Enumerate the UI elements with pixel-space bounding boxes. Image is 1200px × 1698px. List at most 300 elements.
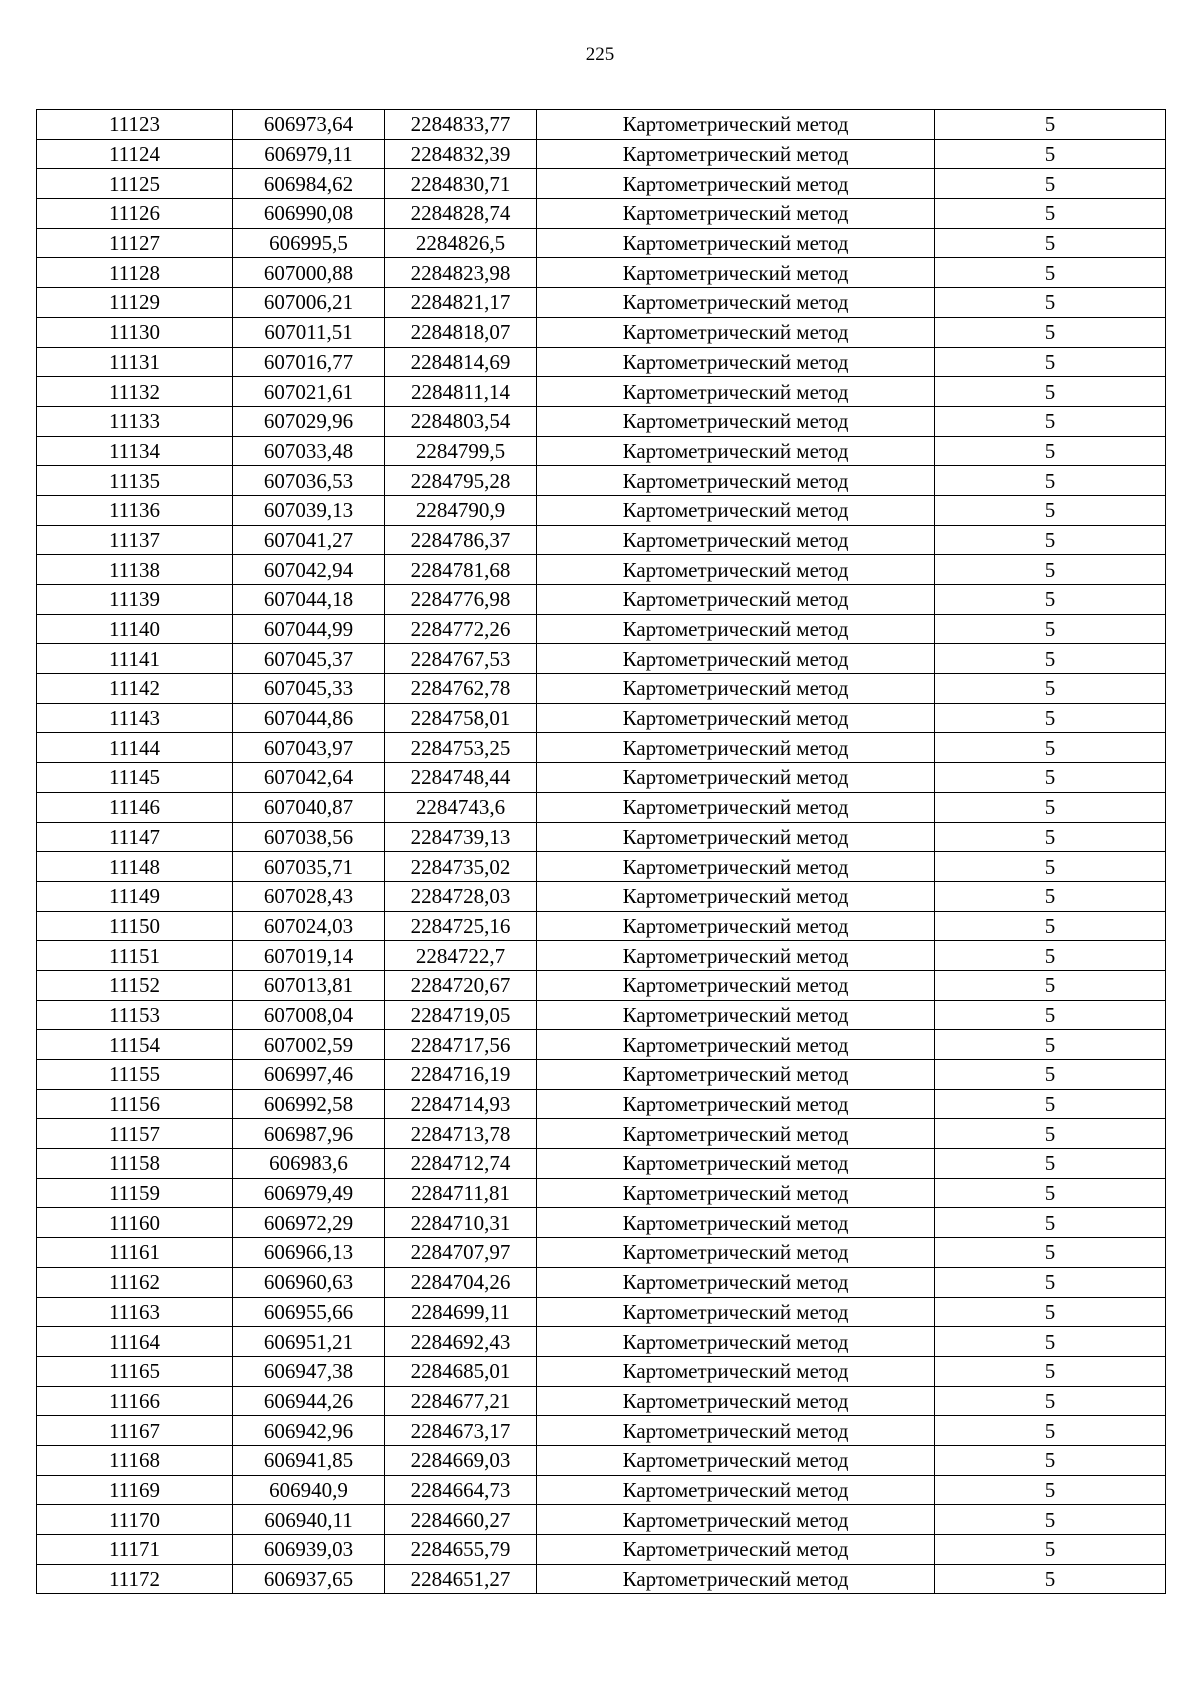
method-cell: Картометрический метод <box>537 139 935 169</box>
x-coordinate-cell: 607016,77 <box>233 347 385 377</box>
y-coordinate-cell: 2284786,37 <box>385 525 537 555</box>
point-number-cell: 11170 <box>37 1505 233 1535</box>
method-cell: Картометрический метод <box>537 288 935 318</box>
table-row <box>37 1208 1166 1238</box>
method-cell: Картометрический метод <box>537 317 935 347</box>
method-cell: Картометрический метод <box>537 911 935 941</box>
point-number-cell: 11160 <box>37 1208 233 1238</box>
x-coordinate-cell: 607028,43 <box>233 881 385 911</box>
y-coordinate-cell: 2284818,07 <box>385 317 537 347</box>
table-row <box>37 555 1166 585</box>
point-number-cell: 11155 <box>37 1060 233 1090</box>
accuracy-cell: 5 <box>935 1297 1166 1327</box>
accuracy-cell: 5 <box>935 347 1166 377</box>
table-row <box>37 377 1166 407</box>
accuracy-cell: 5 <box>935 555 1166 585</box>
accuracy-cell: 5 <box>935 1445 1166 1475</box>
y-coordinate-cell: 2284692,43 <box>385 1327 537 1357</box>
method-cell: Картометрический метод <box>537 347 935 377</box>
y-coordinate-cell: 2284669,03 <box>385 1445 537 1475</box>
point-number-cell: 11162 <box>37 1267 233 1297</box>
x-coordinate-cell: 607040,87 <box>233 792 385 822</box>
x-coordinate-cell: 606947,38 <box>233 1356 385 1386</box>
y-coordinate-cell: 2284728,03 <box>385 881 537 911</box>
x-coordinate-cell: 606973,64 <box>233 110 385 140</box>
y-coordinate-cell: 2284758,01 <box>385 703 537 733</box>
y-coordinate-cell: 2284651,27 <box>385 1564 537 1594</box>
point-number-cell: 11132 <box>37 377 233 407</box>
method-cell: Картометрический метод <box>537 792 935 822</box>
table-row <box>37 1386 1166 1416</box>
method-cell: Картометрический метод <box>537 1060 935 1090</box>
x-coordinate-cell: 607039,13 <box>233 495 385 525</box>
accuracy-cell: 5 <box>935 525 1166 555</box>
point-number-cell: 11153 <box>37 1000 233 1030</box>
point-number-cell: 11146 <box>37 792 233 822</box>
accuracy-cell: 5 <box>935 970 1166 1000</box>
method-cell: Картометрический метод <box>537 970 935 1000</box>
method-cell: Картометрический метод <box>537 852 935 882</box>
x-coordinate-cell: 606992,58 <box>233 1089 385 1119</box>
y-coordinate-cell: 2284660,27 <box>385 1505 537 1535</box>
accuracy-cell: 5 <box>935 1178 1166 1208</box>
y-coordinate-cell: 2284799,5 <box>385 436 537 466</box>
method-cell: Картометрический метод <box>537 169 935 199</box>
point-number-cell: 11157 <box>37 1119 233 1149</box>
point-number-cell: 11135 <box>37 466 233 496</box>
x-coordinate-cell: 607024,03 <box>233 911 385 941</box>
y-coordinate-cell: 2284704,26 <box>385 1267 537 1297</box>
method-cell: Картометрический метод <box>537 1297 935 1327</box>
y-coordinate-cell: 2284714,93 <box>385 1089 537 1119</box>
coordinates-table <box>36 109 1166 1594</box>
method-cell: Картометрический метод <box>537 822 935 852</box>
method-cell: Картометрический метод <box>537 1505 935 1535</box>
point-number-cell: 11165 <box>37 1356 233 1386</box>
y-coordinate-cell: 2284832,39 <box>385 139 537 169</box>
method-cell: Картометрический метод <box>537 228 935 258</box>
point-number-cell: 11125 <box>37 169 233 199</box>
method-cell: Картометрический метод <box>537 258 935 288</box>
table-row <box>37 1445 1166 1475</box>
y-coordinate-cell: 2284699,11 <box>385 1297 537 1327</box>
table-row <box>37 139 1166 169</box>
y-coordinate-cell: 2284716,19 <box>385 1060 537 1090</box>
point-number-cell: 11136 <box>37 495 233 525</box>
y-coordinate-cell: 2284772,26 <box>385 614 537 644</box>
accuracy-cell: 5 <box>935 911 1166 941</box>
point-number-cell: 11163 <box>37 1297 233 1327</box>
x-coordinate-cell: 606987,96 <box>233 1119 385 1149</box>
table-row <box>37 763 1166 793</box>
point-number-cell: 11143 <box>37 703 233 733</box>
accuracy-cell: 5 <box>935 317 1166 347</box>
y-coordinate-cell: 2284767,53 <box>385 644 537 674</box>
x-coordinate-cell: 607042,64 <box>233 763 385 793</box>
method-cell: Картометрический метод <box>537 1089 935 1119</box>
accuracy-cell: 5 <box>935 822 1166 852</box>
accuracy-cell: 5 <box>935 941 1166 971</box>
point-number-cell: 11148 <box>37 852 233 882</box>
y-coordinate-cell: 2284673,17 <box>385 1416 537 1446</box>
x-coordinate-cell: 606984,62 <box>233 169 385 199</box>
accuracy-cell: 5 <box>935 1030 1166 1060</box>
accuracy-cell: 5 <box>935 1238 1166 1268</box>
method-cell: Картометрический метод <box>537 110 935 140</box>
accuracy-cell: 5 <box>935 110 1166 140</box>
method-cell: Картометрический метод <box>537 1030 935 1060</box>
point-number-cell: 11158 <box>37 1149 233 1179</box>
y-coordinate-cell: 2284753,25 <box>385 733 537 763</box>
method-cell: Картометрический метод <box>537 763 935 793</box>
y-coordinate-cell: 2284803,54 <box>385 406 537 436</box>
point-number-cell: 11124 <box>37 139 233 169</box>
table-row <box>37 1030 1166 1060</box>
x-coordinate-cell: 606944,26 <box>233 1386 385 1416</box>
y-coordinate-cell: 2284713,78 <box>385 1119 537 1149</box>
method-cell: Картометрический метод <box>537 1564 935 1594</box>
table-row <box>37 1475 1166 1505</box>
accuracy-cell: 5 <box>935 763 1166 793</box>
x-coordinate-cell: 607044,18 <box>233 585 385 615</box>
accuracy-cell: 5 <box>935 139 1166 169</box>
table-row <box>37 852 1166 882</box>
method-cell: Картометрический метод <box>537 495 935 525</box>
table-row <box>37 1505 1166 1535</box>
x-coordinate-cell: 606960,63 <box>233 1267 385 1297</box>
accuracy-cell: 5 <box>935 1208 1166 1238</box>
method-cell: Картометрический метод <box>537 525 935 555</box>
y-coordinate-cell: 2284717,56 <box>385 1030 537 1060</box>
accuracy-cell: 5 <box>935 614 1166 644</box>
table-row <box>37 1238 1166 1268</box>
point-number-cell: 11144 <box>37 733 233 763</box>
point-number-cell: 11171 <box>37 1535 233 1565</box>
point-number-cell: 11151 <box>37 941 233 971</box>
method-cell: Картометрический метод <box>537 1149 935 1179</box>
accuracy-cell: 5 <box>935 585 1166 615</box>
y-coordinate-cell: 2284655,79 <box>385 1535 537 1565</box>
x-coordinate-cell: 606995,5 <box>233 228 385 258</box>
table-row <box>37 1149 1166 1179</box>
y-coordinate-cell: 2284776,98 <box>385 585 537 615</box>
y-coordinate-cell: 2284685,01 <box>385 1356 537 1386</box>
method-cell: Картометрический метод <box>537 1119 935 1149</box>
point-number-cell: 11141 <box>37 644 233 674</box>
accuracy-cell: 5 <box>935 466 1166 496</box>
y-coordinate-cell: 2284743,6 <box>385 792 537 822</box>
y-coordinate-cell: 2284712,74 <box>385 1149 537 1179</box>
point-number-cell: 11169 <box>37 1475 233 1505</box>
x-coordinate-cell: 606951,21 <box>233 1327 385 1357</box>
method-cell: Картометрический метод <box>537 1178 935 1208</box>
table-row <box>37 1535 1166 1565</box>
method-cell: Картометрический метод <box>537 436 935 466</box>
method-cell: Картометрический метод <box>537 644 935 674</box>
method-cell: Картометрический метод <box>537 1267 935 1297</box>
accuracy-cell: 5 <box>935 1060 1166 1090</box>
accuracy-cell: 5 <box>935 228 1166 258</box>
x-coordinate-cell: 606940,11 <box>233 1505 385 1535</box>
accuracy-cell: 5 <box>935 1119 1166 1149</box>
x-coordinate-cell: 606942,96 <box>233 1416 385 1446</box>
method-cell: Картометрический метод <box>537 614 935 644</box>
table-row <box>37 406 1166 436</box>
point-number-cell: 11147 <box>37 822 233 852</box>
point-number-cell: 11152 <box>37 970 233 1000</box>
method-cell: Картометрический метод <box>537 1356 935 1386</box>
accuracy-cell: 5 <box>935 1535 1166 1565</box>
y-coordinate-cell: 2284677,21 <box>385 1386 537 1416</box>
method-cell: Картометрический метод <box>537 881 935 911</box>
point-number-cell: 11166 <box>37 1386 233 1416</box>
accuracy-cell: 5 <box>935 1505 1166 1535</box>
table-row <box>37 881 1166 911</box>
method-cell: Картометрический метод <box>537 1386 935 1416</box>
point-number-cell: 11129 <box>37 288 233 318</box>
accuracy-cell: 5 <box>935 1416 1166 1446</box>
table-row <box>37 911 1166 941</box>
y-coordinate-cell: 2284762,78 <box>385 674 537 704</box>
x-coordinate-cell: 607000,88 <box>233 258 385 288</box>
point-number-cell: 11138 <box>37 555 233 585</box>
table-row <box>37 1119 1166 1149</box>
accuracy-cell: 5 <box>935 258 1166 288</box>
point-number-cell: 11130 <box>37 317 233 347</box>
accuracy-cell: 5 <box>935 733 1166 763</box>
y-coordinate-cell: 2284790,9 <box>385 495 537 525</box>
table-row <box>37 436 1166 466</box>
table-row <box>37 1327 1166 1357</box>
y-coordinate-cell: 2284664,73 <box>385 1475 537 1505</box>
table-row <box>37 614 1166 644</box>
x-coordinate-cell: 606955,66 <box>233 1297 385 1327</box>
point-number-cell: 11123 <box>37 110 233 140</box>
y-coordinate-cell: 2284725,16 <box>385 911 537 941</box>
table-row <box>37 822 1166 852</box>
accuracy-cell: 5 <box>935 1564 1166 1594</box>
table-row <box>37 228 1166 258</box>
y-coordinate-cell: 2284821,17 <box>385 288 537 318</box>
table-row <box>37 525 1166 555</box>
point-number-cell: 11133 <box>37 406 233 436</box>
y-coordinate-cell: 2284710,31 <box>385 1208 537 1238</box>
method-cell: Картометрический метод <box>537 377 935 407</box>
table-row <box>37 733 1166 763</box>
x-coordinate-cell: 606972,29 <box>233 1208 385 1238</box>
point-number-cell: 11137 <box>37 525 233 555</box>
table-row <box>37 288 1166 318</box>
accuracy-cell: 5 <box>935 377 1166 407</box>
method-cell: Картометрический метод <box>537 1416 935 1446</box>
y-coordinate-cell: 2284814,69 <box>385 347 537 377</box>
y-coordinate-cell: 2284748,44 <box>385 763 537 793</box>
method-cell: Картометрический метод <box>537 1327 935 1357</box>
x-coordinate-cell: 606941,85 <box>233 1445 385 1475</box>
table-row <box>37 585 1166 615</box>
y-coordinate-cell: 2284722,7 <box>385 941 537 971</box>
table-row <box>37 970 1166 1000</box>
accuracy-cell: 5 <box>935 852 1166 882</box>
x-coordinate-cell: 607038,56 <box>233 822 385 852</box>
accuracy-cell: 5 <box>935 1356 1166 1386</box>
accuracy-cell: 5 <box>935 495 1166 525</box>
accuracy-cell: 5 <box>935 169 1166 199</box>
x-coordinate-cell: 606997,46 <box>233 1060 385 1090</box>
point-number-cell: 11126 <box>37 199 233 229</box>
point-number-cell: 11156 <box>37 1089 233 1119</box>
table-row <box>37 110 1166 140</box>
y-coordinate-cell: 2284826,5 <box>385 228 537 258</box>
y-coordinate-cell: 2284711,81 <box>385 1178 537 1208</box>
accuracy-cell: 5 <box>935 881 1166 911</box>
method-cell: Картометрический метод <box>537 733 935 763</box>
method-cell: Картометрический метод <box>537 585 935 615</box>
y-coordinate-cell: 2284828,74 <box>385 199 537 229</box>
table-row <box>37 1297 1166 1327</box>
method-cell: Картометрический метод <box>537 555 935 585</box>
x-coordinate-cell: 606940,9 <box>233 1475 385 1505</box>
table-row <box>37 792 1166 822</box>
table-row <box>37 1089 1166 1119</box>
point-number-cell: 11159 <box>37 1178 233 1208</box>
y-coordinate-cell: 2284811,14 <box>385 377 537 407</box>
x-coordinate-cell: 607033,48 <box>233 436 385 466</box>
x-coordinate-cell: 607029,96 <box>233 406 385 436</box>
x-coordinate-cell: 606979,49 <box>233 1178 385 1208</box>
y-coordinate-cell: 2284833,77 <box>385 110 537 140</box>
point-number-cell: 11149 <box>37 881 233 911</box>
method-cell: Картометрический метод <box>537 199 935 229</box>
point-number-cell: 11168 <box>37 1445 233 1475</box>
table-row <box>37 347 1166 377</box>
point-number-cell: 11154 <box>37 1030 233 1060</box>
y-coordinate-cell: 2284795,28 <box>385 466 537 496</box>
table-row <box>37 1000 1166 1030</box>
accuracy-cell: 5 <box>935 406 1166 436</box>
table-row <box>37 1356 1166 1386</box>
x-coordinate-cell: 607002,59 <box>233 1030 385 1060</box>
point-number-cell: 11161 <box>37 1238 233 1268</box>
method-cell: Картометрический метод <box>537 703 935 733</box>
method-cell: Картометрический метод <box>537 1535 935 1565</box>
point-number-cell: 11172 <box>37 1564 233 1594</box>
point-number-cell: 11145 <box>37 763 233 793</box>
y-coordinate-cell: 2284739,13 <box>385 822 537 852</box>
x-coordinate-cell: 607013,81 <box>233 970 385 1000</box>
point-number-cell: 11131 <box>37 347 233 377</box>
method-cell: Картометрический метод <box>537 406 935 436</box>
table-row <box>37 674 1166 704</box>
y-coordinate-cell: 2284830,71 <box>385 169 537 199</box>
accuracy-cell: 5 <box>935 288 1166 318</box>
y-coordinate-cell: 2284823,98 <box>385 258 537 288</box>
x-coordinate-cell: 607044,86 <box>233 703 385 733</box>
table-row <box>37 703 1166 733</box>
point-number-cell: 11167 <box>37 1416 233 1446</box>
accuracy-cell: 5 <box>935 792 1166 822</box>
x-coordinate-cell: 606979,11 <box>233 139 385 169</box>
accuracy-cell: 5 <box>935 644 1166 674</box>
table-row <box>37 199 1166 229</box>
x-coordinate-cell: 606937,65 <box>233 1564 385 1594</box>
x-coordinate-cell: 606966,13 <box>233 1238 385 1268</box>
accuracy-cell: 5 <box>935 436 1166 466</box>
x-coordinate-cell: 607008,04 <box>233 1000 385 1030</box>
x-coordinate-cell: 607011,51 <box>233 317 385 347</box>
table-row <box>37 1267 1166 1297</box>
point-number-cell: 11128 <box>37 258 233 288</box>
point-number-cell: 11127 <box>37 228 233 258</box>
point-number-cell: 11140 <box>37 614 233 644</box>
y-coordinate-cell: 2284707,97 <box>385 1238 537 1268</box>
method-cell: Картометрический метод <box>537 1475 935 1505</box>
method-cell: Картометрический метод <box>537 674 935 704</box>
accuracy-cell: 5 <box>935 1000 1166 1030</box>
x-coordinate-cell: 607042,94 <box>233 555 385 585</box>
method-cell: Картометрический метод <box>537 1000 935 1030</box>
accuracy-cell: 5 <box>935 703 1166 733</box>
y-coordinate-cell: 2284735,02 <box>385 852 537 882</box>
x-coordinate-cell: 607006,21 <box>233 288 385 318</box>
table-row <box>37 1416 1166 1446</box>
x-coordinate-cell: 607045,37 <box>233 644 385 674</box>
accuracy-cell: 5 <box>935 1089 1166 1119</box>
point-number-cell: 11150 <box>37 911 233 941</box>
accuracy-cell: 5 <box>935 674 1166 704</box>
method-cell: Картометрический метод <box>537 1238 935 1268</box>
accuracy-cell: 5 <box>935 1475 1166 1505</box>
accuracy-cell: 5 <box>935 1149 1166 1179</box>
x-coordinate-cell: 606983,6 <box>233 1149 385 1179</box>
page-number: 225 <box>585 44 615 65</box>
point-number-cell: 11134 <box>37 436 233 466</box>
y-coordinate-cell: 2284720,67 <box>385 970 537 1000</box>
point-number-cell: 11139 <box>37 585 233 615</box>
coordinates-table-body <box>37 110 1166 1594</box>
method-cell: Картометрический метод <box>537 1208 935 1238</box>
method-cell: Картометрический метод <box>537 1445 935 1475</box>
table-row <box>37 941 1166 971</box>
accuracy-cell: 5 <box>935 1386 1166 1416</box>
accuracy-cell: 5 <box>935 1267 1166 1297</box>
table-row <box>37 258 1166 288</box>
x-coordinate-cell: 607041,27 <box>233 525 385 555</box>
table-row <box>37 495 1166 525</box>
method-cell: Картометрический метод <box>537 941 935 971</box>
y-coordinate-cell: 2284781,68 <box>385 555 537 585</box>
x-coordinate-cell: 607044,99 <box>233 614 385 644</box>
point-number-cell: 11142 <box>37 674 233 704</box>
x-coordinate-cell: 607036,53 <box>233 466 385 496</box>
table-row <box>37 317 1166 347</box>
x-coordinate-cell: 607045,33 <box>233 674 385 704</box>
x-coordinate-cell: 607035,71 <box>233 852 385 882</box>
point-number-cell: 11164 <box>37 1327 233 1357</box>
table-row <box>37 1060 1166 1090</box>
table-row <box>37 1564 1166 1594</box>
table-row <box>37 169 1166 199</box>
table-row <box>37 644 1166 674</box>
x-coordinate-cell: 607019,14 <box>233 941 385 971</box>
x-coordinate-cell: 606939,03 <box>233 1535 385 1565</box>
method-cell: Картометрический метод <box>537 466 935 496</box>
x-coordinate-cell: 607021,61 <box>233 377 385 407</box>
y-coordinate-cell: 2284719,05 <box>385 1000 537 1030</box>
accuracy-cell: 5 <box>935 199 1166 229</box>
table-row <box>37 466 1166 496</box>
table-row <box>37 1178 1166 1208</box>
